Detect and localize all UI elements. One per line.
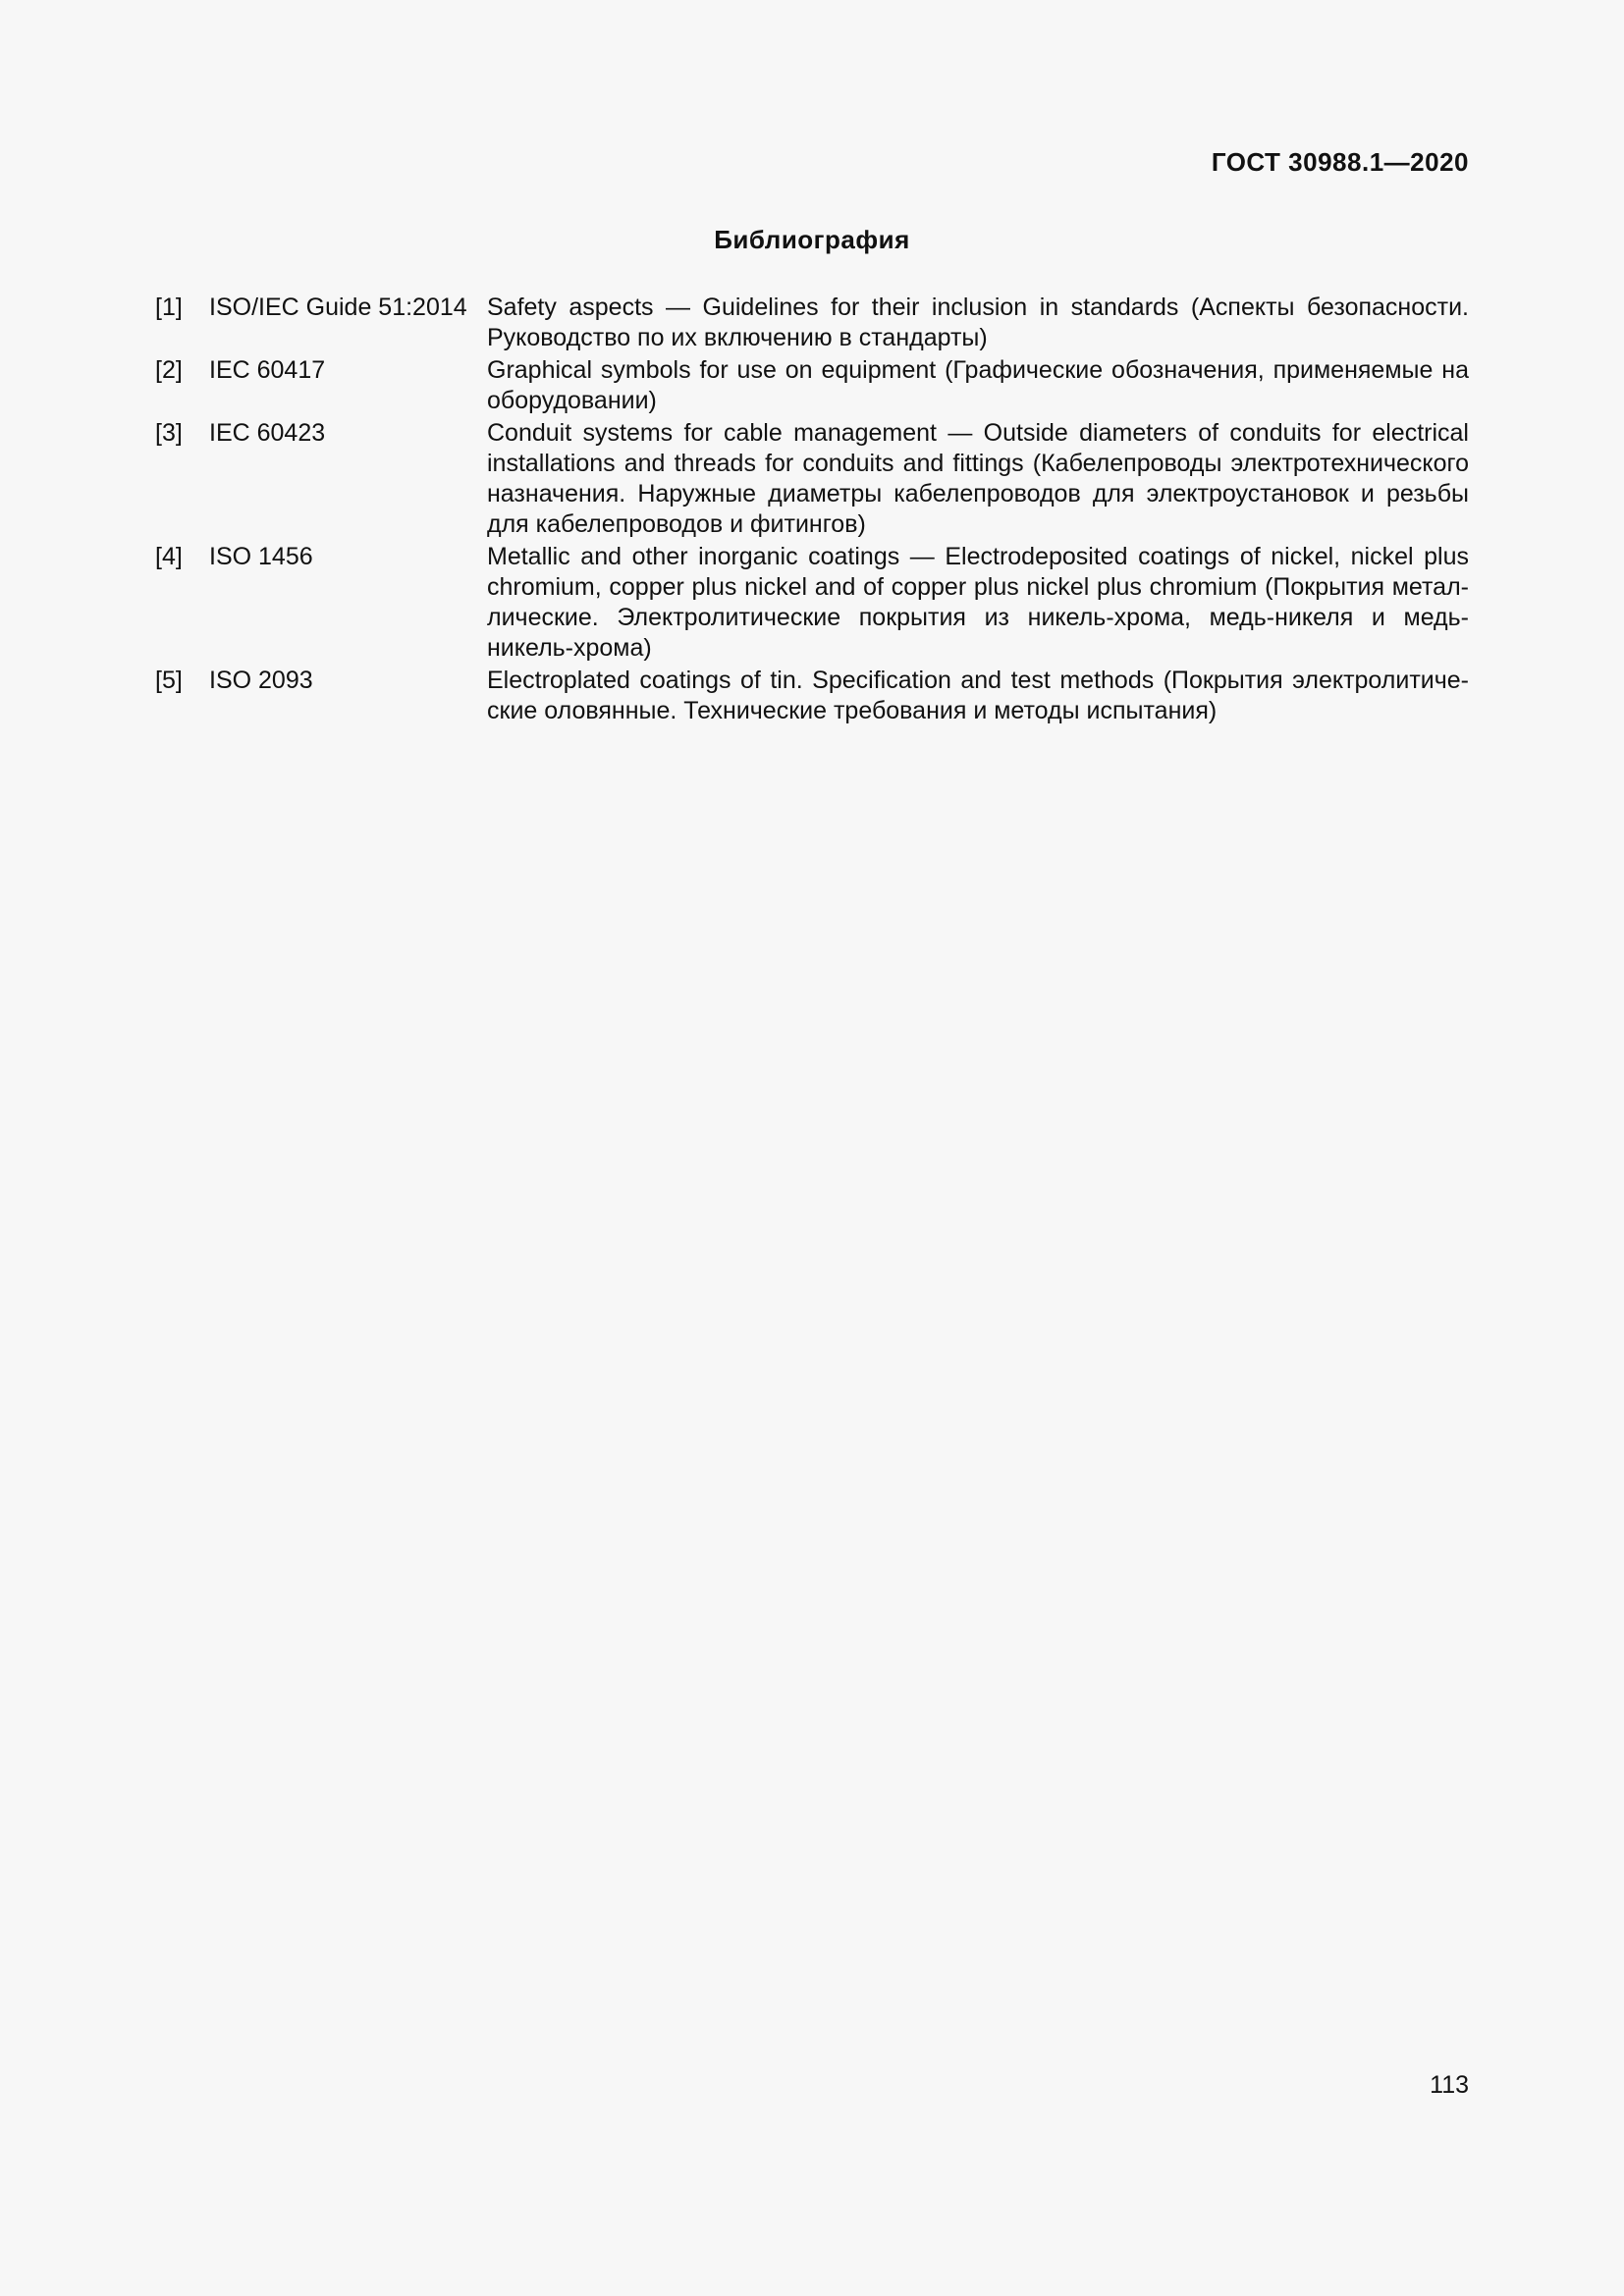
entry-standard: ISO 1456	[209, 543, 313, 570]
entry-standard: IEC 60417	[209, 356, 326, 384]
bibliography-entry	[155, 418, 1469, 540]
entry-standard: ISO 2093	[209, 667, 313, 694]
entry-title: Safety aspects — Guidelines for their inclusion in standards (Аспекты безопасности. Руководство по их включению в стандарты)	[487, 294, 1469, 351]
bibliography-entry	[155, 542, 1469, 664]
entry-title: Graphical symbols for use on equipment (Графические обозначения, применяемые на оборудовании)	[487, 356, 1469, 414]
bibliography-entry	[155, 666, 1469, 726]
entry-number: [2]	[155, 356, 183, 384]
bibliography-list	[155, 293, 1469, 728]
entry-title: Electroplated coatings of tin. Specification and test methods (Покрытия электролитические оловянные. Технические требования и методы испытания)	[487, 667, 1469, 724]
entry-standard: IEC 60423	[209, 419, 326, 447]
section-title: Библиография	[714, 225, 910, 254]
bibliography-entry	[155, 293, 1469, 353]
entry-number: [4]	[155, 543, 183, 570]
page-number: 113	[1430, 2071, 1469, 2099]
document-code: ГОСТ 30988.1—2020	[1211, 147, 1469, 177]
entry-number: [3]	[155, 419, 183, 447]
entry-title: Conduit systems for cable management — Outside diameters of conduits for electrical installations and threads for conduits and fittings (Кабелепроводы электротехнического назначения. Наружные диаметры кабелепроводов для электроустановок и резьбы для кабелепроводов и фитингов)	[487, 419, 1469, 538]
bibliography-entry	[155, 355, 1469, 416]
entry-number: [5]	[155, 667, 183, 694]
entry-number: [1]	[155, 294, 183, 321]
entry-standard: ISO/IEC Guide 51:2014	[209, 294, 467, 321]
entry-title: Metallic and other inorganic coatings — Electrodeposited coatings of nickel, nickel plus chromium, copper plus nickel and of copper plus nickel plus chromium (Покрытия металлические. Электролитические покрытия из никель-хрома, медь-никеля и медь-никель-хрома)	[487, 543, 1469, 662]
